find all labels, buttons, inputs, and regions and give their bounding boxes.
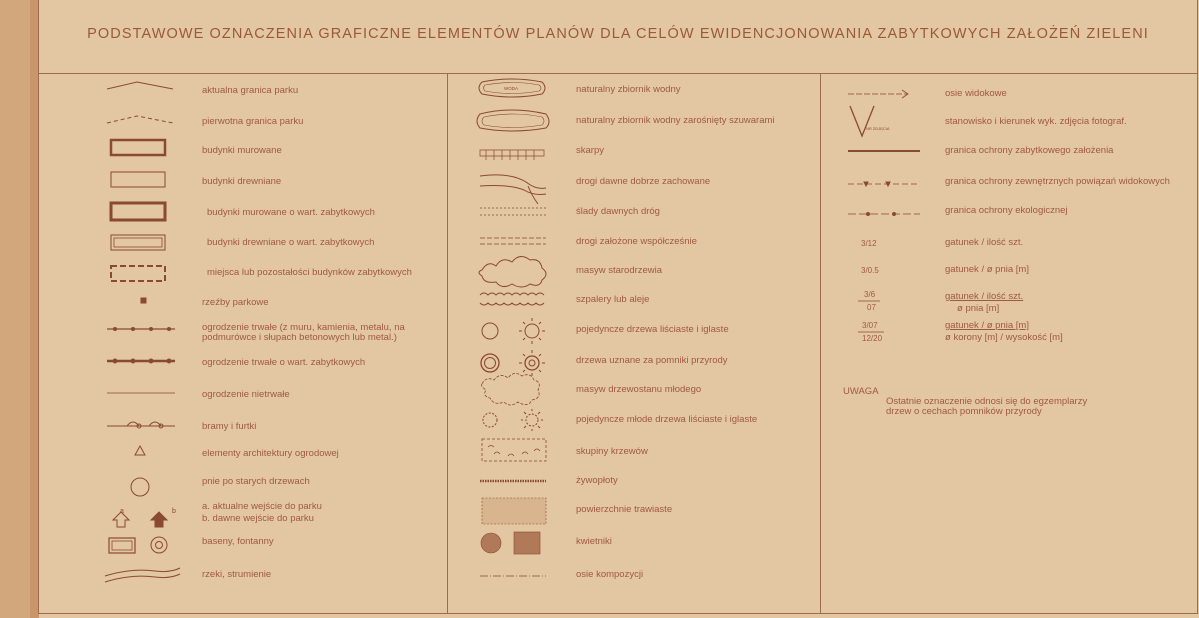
legend-label: osie kompozycji	[576, 569, 644, 580]
column-1-symbols	[105, 80, 185, 600]
wooden-building-symbol	[111, 172, 165, 187]
original-park-boundary-symbol	[107, 116, 173, 123]
historic-masonry-building-symbol	[111, 203, 165, 220]
column-divider-1	[447, 74, 448, 614]
natural-monument-tree-icon	[481, 354, 499, 372]
fraction-denominator: 07	[867, 303, 876, 312]
fraction-numerator: 3/6	[864, 290, 876, 299]
entrance-a-marker: a	[120, 508, 124, 515]
legend-label: pnie po starych drzewach	[202, 476, 310, 487]
legend-label: ogrodzenie trwałe o wart. zabytkowych	[202, 357, 366, 368]
legend-label: stanowisko i kierunek wyk. zdjęcia fotograf.	[945, 116, 1127, 127]
legend-label: naturalny zbiornik wodny	[576, 84, 681, 95]
column-2-symbols	[476, 78, 566, 598]
legend-label: podmurówce i słupach betonowych lub metal.)	[202, 332, 397, 343]
legend-label: budynki drewniane o wart. zabytkowych	[207, 237, 375, 248]
photo-station-icon	[850, 106, 874, 136]
old-tree-stand-symbol	[479, 256, 546, 287]
avenue-symbol	[480, 293, 544, 305]
legend-label: granica ochrony zewnętrznych powiązań widokowych	[945, 176, 1170, 187]
legend-label: budynki murowane	[202, 145, 282, 156]
legend-label: naturalny zbiornik wodny zarośnięty szuwarami	[576, 115, 775, 126]
flowerbed-square-icon	[514, 532, 540, 554]
river-symbol	[105, 568, 180, 582]
legend-label: drogi dawne dobrze zachowane	[576, 176, 711, 187]
legend-label: miejsca lub pozostałości budynków zabytkowych	[207, 267, 412, 278]
legend-label: masyw starodrzewia	[576, 265, 663, 276]
photo-number-label: NR ZDJĘCIA	[866, 126, 890, 131]
legend-label: osie widokowe	[945, 88, 1007, 99]
garden-architecture-symbol	[135, 446, 145, 455]
legend-label: b. dawne wejście do parku	[202, 513, 314, 524]
legend-label: ślady dawnych dróg	[576, 206, 660, 217]
shrub-group-symbol	[482, 439, 546, 461]
legend-label: kwietniki	[576, 536, 612, 547]
legend-label: rzeki, strumienie	[202, 569, 272, 580]
natural-monument-conifer-icon	[525, 356, 539, 370]
legend-label: drzewa uznane za pomniki przyrody	[576, 355, 728, 366]
note-heading: UWAGA	[843, 386, 879, 397]
legend-label: granica ochrony ekologicznej	[945, 205, 1068, 216]
young-tree-stand-symbol	[482, 373, 540, 405]
legend-label: ogrodzenie trwałe (z muru, kamienia, metalu, na	[202, 322, 405, 333]
old-tree-stump-symbol	[131, 478, 149, 496]
legend-label: szpalery lub aleje	[576, 294, 650, 305]
legend-label: granica ochrony zabytkowego założenia	[945, 145, 1114, 156]
former-building-site-symbol	[111, 266, 165, 281]
legend-label: pierwotna granica parku	[202, 116, 304, 127]
legend-label: a. aktualne wejście do parku	[202, 501, 322, 512]
legend-label: ø korony [m] / wysokość [m]	[945, 332, 1063, 343]
deciduous-tree-icon	[482, 323, 498, 339]
water-body-label: WODA	[504, 86, 518, 91]
monument-fraction-numerator: 3/07	[862, 321, 878, 330]
slope-symbol	[480, 150, 544, 156]
legend-label: ogrodzenie nietrwałe	[202, 389, 290, 400]
legend-label: żywopłoty	[576, 475, 618, 486]
legend-label: bramy i furtki	[202, 421, 257, 432]
legend-label: budynki drewniane	[202, 176, 282, 187]
legend-label: masyw drzewostanu młodego	[576, 384, 702, 395]
flowerbed-round-icon	[481, 533, 501, 553]
entrance-b-marker: b	[172, 508, 176, 515]
note-text: Ostatnie oznaczenie odnosi się do egzemplarzy	[886, 396, 1088, 407]
lawn-symbol	[482, 498, 546, 524]
column-divider-2	[820, 74, 821, 614]
sheet-edge	[0, 0, 30, 618]
young-conifer-tree-icon	[526, 414, 538, 426]
legend-label: skarpy	[576, 145, 604, 156]
old-road-symbol	[480, 175, 546, 204]
species-diameter-code: 3/0.5	[861, 266, 879, 275]
legend-label: gatunek / ilość szt.	[945, 291, 1024, 302]
pool-symbol	[112, 541, 132, 550]
page-title: PODSTAWOWE OZNACZENIA GRAFICZNE ELEMENTÓW PLANÓW DLA CELÓW EWIDENCJONOWANIA ZABYTKOWYCH ZAŁOŻEŃ ZIELENI	[87, 26, 1149, 42]
legend-label: pojedyncze drzewa liściaste i iglaste	[576, 324, 729, 335]
conifer-tree-icon	[525, 324, 539, 338]
column-3-symbols	[846, 84, 926, 384]
fountain-icon	[151, 537, 167, 553]
current-park-boundary-symbol	[107, 82, 173, 89]
legend-label: aktualna granica parku	[202, 85, 299, 96]
legend-label: gatunek / ø pnia [m]	[945, 264, 1029, 275]
legend-label: pojedyncze młode drzewa liściaste i iglaste	[576, 414, 758, 425]
legend-label: baseny, fontanny	[202, 536, 274, 547]
legend-label: rzeźby parkowe	[202, 297, 269, 308]
legend-label: gatunek / ilość szt.	[945, 237, 1024, 248]
former-entrance-icon	[151, 512, 167, 527]
species-count-code: 3/12	[861, 239, 877, 248]
note-text: drzew o cechach pomników przyrody	[886, 406, 1042, 417]
young-deciduous-tree-icon	[483, 413, 497, 427]
legend-label: budynki murowane o wart. zabytkowych	[207, 207, 375, 218]
legend-label: ø pnia [m]	[957, 303, 1000, 314]
legend-label: drogi założone współcześnie	[576, 236, 697, 247]
legend-label: elementy architektury ogrodowej	[202, 448, 339, 459]
legend-label: skupiny krzewów	[576, 446, 648, 457]
legend-label: powierzchnie trawiaste	[576, 504, 673, 515]
masonry-building-symbol	[111, 140, 165, 155]
overgrown-water-body-symbol	[477, 110, 549, 131]
monument-fraction-denominator: 12/20	[862, 334, 883, 343]
sculpture-symbol	[141, 298, 146, 303]
legend-label: gatunek / ø pnia [m]	[945, 320, 1029, 331]
historic-wooden-building-symbol	[114, 238, 162, 247]
title-divider	[38, 73, 1198, 74]
